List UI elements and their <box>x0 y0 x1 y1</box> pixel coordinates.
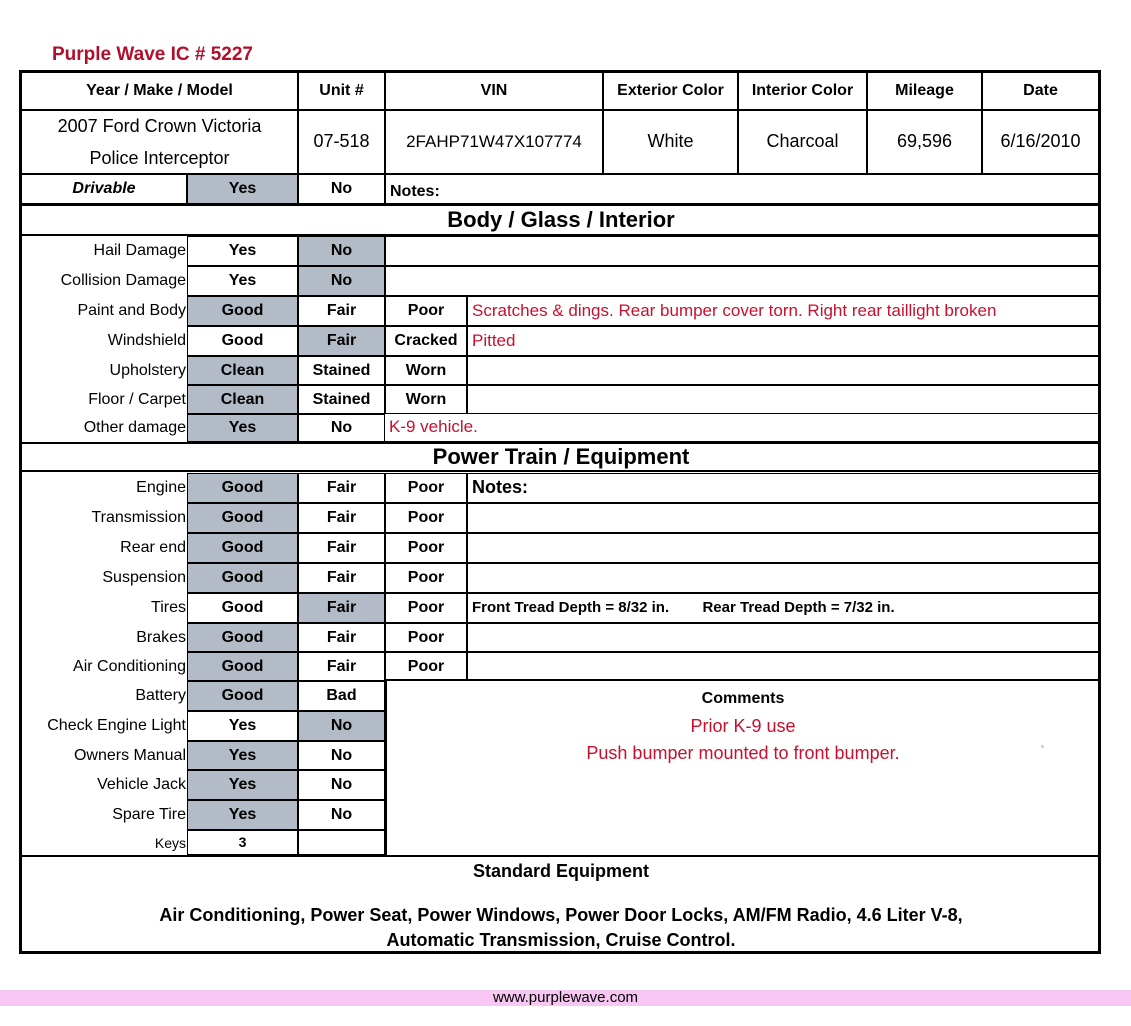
comments-box <box>385 679 1101 857</box>
upholstery-label: Upholstery <box>109 361 186 379</box>
tires-good: Good <box>187 593 298 623</box>
drivable-no: No <box>298 174 385 204</box>
rear-end-good: Good <box>187 533 298 563</box>
col-year-make-model: Year / Make / Model <box>21 72 298 110</box>
air-conditioning-good: Good <box>187 652 298 681</box>
check-engine-light-label: Check Engine Light <box>47 717 186 734</box>
windshield-label: Windshield <box>107 332 186 349</box>
col-unit: Unit # <box>298 72 385 110</box>
exterior-color-value: White <box>603 110 738 174</box>
spare-tire-no: No <box>298 800 385 830</box>
spare-tire-label: Spare Tire <box>112 806 186 823</box>
rear-end-poor: Poor <box>385 533 467 563</box>
upholstery-clean: Clean <box>187 356 298 385</box>
transmission-note <box>467 503 1099 533</box>
brakes-good: Good <box>187 623 298 652</box>
air-conditioning-label: Air Conditioning <box>73 657 186 675</box>
comments-title: Comments <box>701 690 785 707</box>
hail-damage-no: No <box>298 236 385 266</box>
year-make-model-line2: Police Interceptor <box>89 148 230 168</box>
other-damage-note: K-9 vehicle. <box>385 414 1099 442</box>
suspension-note <box>467 563 1099 593</box>
battery-bad: Bad <box>298 681 385 711</box>
drivable-notes-label: Notes: <box>385 174 1099 204</box>
standard-equipment-line-2: Automatic Transmission, Cruise Control. <box>386 930 736 950</box>
keys-label: Keys <box>154 834 186 851</box>
other-damage-yes: Yes <box>187 414 298 442</box>
collision-damage-yes: Yes <box>187 266 298 296</box>
engine-poor: Poor <box>385 473 467 503</box>
air-conditioning-poor: Poor <box>385 652 467 681</box>
paint-body-label: Paint and Body <box>77 302 186 319</box>
upholstery-stained: Stained <box>298 356 385 385</box>
tires-note: Front Tread Depth = 8/32 in. Rear Tread Depth = 7/32 in. <box>467 593 1099 623</box>
transmission-label: Transmission <box>91 509 186 526</box>
paint-body-note: Scratches & dings. Rear bumper cover torn. Right rear taillight broken <box>467 296 1099 326</box>
floor-carpet-note <box>467 385 1099 414</box>
col-date: Date <box>982 72 1099 110</box>
transmission-poor: Poor <box>385 503 467 533</box>
check-engine-light-no: No <box>298 711 385 741</box>
vin-value: 2FAHP71W47X107774 <box>385 110 603 174</box>
standard-equipment <box>22 855 1100 951</box>
paint-body-fair: Fair <box>298 296 385 326</box>
hail-damage-label: Hail Damage <box>93 242 186 259</box>
vehicle-jack-no: No <box>298 770 385 800</box>
col-mileage: Mileage <box>867 72 982 110</box>
year-make-model-line1: 2007 Ford Crown Victoria <box>57 116 262 136</box>
paint-body-good: Good <box>187 296 298 326</box>
year-make-model-value <box>21 110 298 174</box>
other-damage-label: Other damage <box>83 419 186 436</box>
owners-manual-label: Owners Manual <box>73 746 186 764</box>
brakes-note <box>467 623 1099 652</box>
mileage-value: 69,596 <box>867 110 982 174</box>
windshield-fair: Fair <box>298 326 385 356</box>
owners-manual-yes: Yes <box>187 741 298 770</box>
engine-fair: Fair <box>298 473 385 503</box>
air-conditioning-fair: Fair <box>298 652 385 681</box>
floor-carpet-stained: Stained <box>298 385 385 414</box>
hail-damage-note <box>385 236 1099 266</box>
page-title: Purple Wave IC # 5227 <box>52 44 254 65</box>
battery-label: Battery <box>135 687 186 704</box>
col-interior-color: Interior Color <box>738 72 867 110</box>
power-notes-label: Notes: <box>467 473 1099 503</box>
floor-carpet-label: Floor / Carpet <box>88 390 186 408</box>
brakes-label: Brakes <box>136 628 186 646</box>
standard-equipment-title: Standard Equipment <box>472 861 649 881</box>
brakes-poor: Poor <box>385 623 467 652</box>
hail-damage-yes: Yes <box>187 236 298 266</box>
collision-damage-note <box>385 266 1099 296</box>
keys-blank <box>298 830 385 855</box>
suspension-fair: Fair <box>298 563 385 593</box>
engine-good: Good <box>187 473 298 503</box>
owners-manual-no: No <box>298 741 385 770</box>
collision-damage-label: Collision Damage <box>60 272 186 289</box>
keys-count: 3 <box>187 830 298 855</box>
other-damage-no: No <box>298 414 385 442</box>
windshield-good: Good <box>187 326 298 356</box>
date-value: 6/16/2010 <box>982 110 1099 174</box>
windshield-note: Pitted <box>467 326 1099 356</box>
unit-value: 07-518 <box>298 110 385 174</box>
air-conditioning-note <box>467 652 1099 681</box>
rear-end-note <box>467 533 1099 563</box>
rear-end-label: Rear end <box>120 539 186 556</box>
standard-equipment-line-1: Air Conditioning, Power Seat, Power Windows, Power Door Locks, AM/FM Radio, 4.6 Liter V-8, <box>159 905 963 925</box>
body-section-title: Body / Glass / Interior <box>22 204 1100 236</box>
col-vin: VIN <box>385 72 603 110</box>
tires-fair: Fair <box>298 593 385 623</box>
suspension-poor: Poor <box>385 563 467 593</box>
transmission-fair: Fair <box>298 503 385 533</box>
vehicle-jack-label: Vehicle Jack <box>97 776 186 793</box>
floor-carpet-worn: Worn <box>385 385 467 414</box>
scan-speck <box>1041 745 1044 748</box>
suspension-label: Suspension <box>102 569 186 586</box>
windshield-cracked: Cracked <box>385 326 467 356</box>
col-exterior-color: Exterior Color <box>603 72 738 110</box>
comment-line-1: Prior K-9 use <box>690 716 796 736</box>
check-engine-light-yes: Yes <box>187 711 298 741</box>
power-section-title: Power Train / Equipment <box>22 442 1100 472</box>
spare-tire-yes: Yes <box>187 800 298 830</box>
tires-poor: Poor <box>385 593 467 623</box>
engine-label: Engine <box>136 479 186 496</box>
rear-end-fair: Fair <box>298 533 385 563</box>
drivable-label: Drivable <box>21 174 187 204</box>
upholstery-worn: Worn <box>385 356 467 385</box>
interior-color-value: Charcoal <box>738 110 867 174</box>
collision-damage-no: No <box>298 266 385 296</box>
paint-body-poor: Poor <box>385 296 467 326</box>
battery-good: Good <box>187 681 298 711</box>
suspension-good: Good <box>187 563 298 593</box>
floor-carpet-clean: Clean <box>187 385 298 414</box>
brakes-fair: Fair <box>298 623 385 652</box>
tires-label: Tires <box>151 599 186 616</box>
upholstery-note <box>467 356 1099 385</box>
comment-line-2: Push bumper mounted to front bumper. <box>586 743 900 763</box>
footer-url[interactable]: www.purplewave.com <box>0 990 1131 1006</box>
vehicle-jack-yes: Yes <box>187 770 298 800</box>
transmission-good: Good <box>187 503 298 533</box>
drivable-yes: Yes <box>187 174 298 204</box>
